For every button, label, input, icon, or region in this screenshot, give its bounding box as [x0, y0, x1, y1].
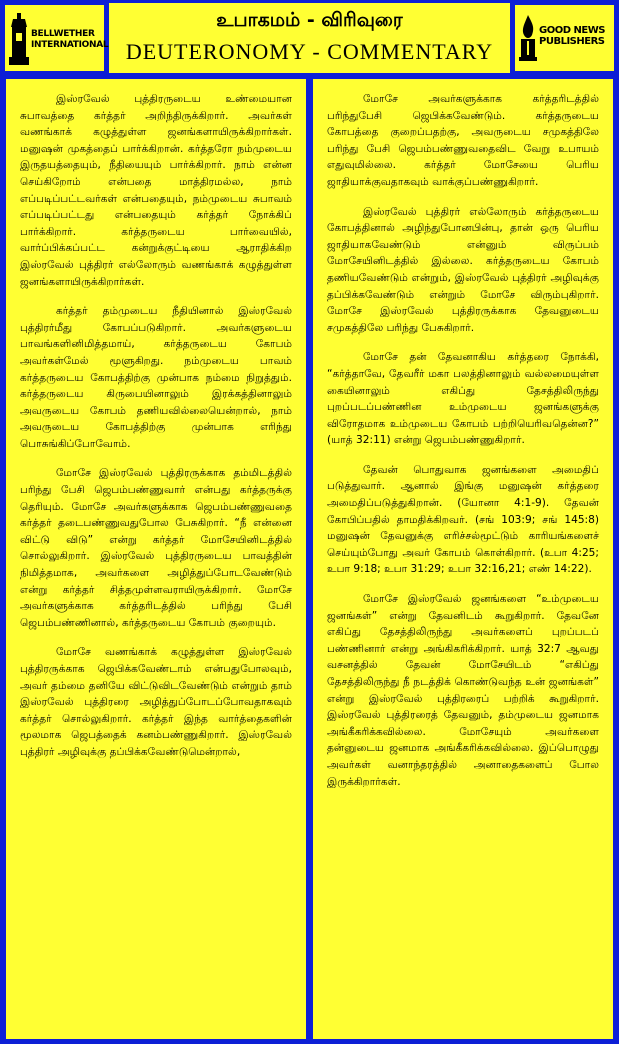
page-title-tamil: உபாகமம் - விரிவுரை: [216, 9, 403, 31]
bellwether-logo-text: [31, 29, 108, 51]
good-news-logo: [513, 3, 616, 73]
paragraph: இஸ்ரவேல் புத்திரர் எல்லோரும் கர்த்தருடைய கோபத்தினால் அழிந்துபோனபின்பு, தான் ஒரு பெரிய ஜாதியாகவேண்டும் என்னும் விருப்பம் மோசேயினிடத்தில் இல்லை. கர்த்தருடைய கோபம் தணியவேண்டும் என்றும், இஸ்ரவேல் புத்திரர் அழிவுக்கு தப்பிக்கவேண்டும் என்றும் மோசே விரும்புகிறார். மோசே இஸ்ரவேல் புத்திரருக்காக தேவனுடைய சமுகத்திலே பரிந்து பேசுகிறார்.: [327, 205, 599, 334]
logo-line: PUBLISHERS: [539, 36, 605, 47]
right-column: [313, 79, 613, 1039]
paragraph: தேவன் பொதுவாக ஜனங்களை அமைதிப் படுத்துவார். ஆனால் இங்கு மனுஷன் கர்த்தரை அமைதிப்படுத்துகிறான். (யோனா 4:1-9). தேவன் கோபிப்பதில் தாமதிக்கிறவர். (சங் 103:9; சங் 145:8) மனுஷன் தேவனுக்கு எரிச்சல்மூட்டும் காரியங்களைச் செய்யும்போது அவர் கோபம் கொள்கிறார். (உபா 4:25; உபா 9:18; உபா 31:29; உபா 32:16,21; எண் 14:22).: [327, 463, 599, 576]
paragraph: கர்த்தர் தம்முடைய நீதியினால் இஸ்ரவேல் புத்திரர்மீது கோபப்படுகிறார். அவர்களுடைய பாவங்களினிமித்தமாய், கர்த்தருடைய கோபம் அவர்கள்மேல் மூளுகிறது. நம்முடைய பாவம் கர்த்தருடைய கோபத்திற்கு முன்பாக நம்மை நிறுத்தும். கர்த்தருடைய கிருபையினாலும் இரக்கத்தினாலும் அவருடைய கோபம் தணியவில்லையென்றால், நாம் அவருடைய கோபத்திற்கு முன்பாக எரிந்து பொசுங்கிப்போவோம்.: [20, 305, 292, 450]
logo-line: BELLWETHER: [31, 29, 95, 39]
flame-book-icon: [519, 15, 537, 61]
bell-tower-icon: [9, 13, 29, 65]
logo-line: GOOD NEWS: [539, 25, 605, 36]
paragraph: மோசே வணங்காக் கழுத்துள்ள இஸ்ரவேல் புத்திரருக்காக ஜெபிக்கவேண்டாம் என்பதுபோலவும், அவர் தம்மை தனியே விட்டுவிடவேண்டும் என்றும் தாம் இஸ்ரவேல் புத்திரரை அழித்துப்போடப்போவதாகவும் கர்த்தர் சொல்லுகிறார். கர்த்தர் இந்த வார்த்தைகளின் மூலமாக ஜெபத்தைக் கனம்பண்ணுகிறார். இஸ்ரவேல் புத்திரர் அழிவுக்கு தப்பிக்கவேண்டுமென்றால்,: [20, 646, 292, 758]
paragraph: மோசே இஸ்ரவேல் ஜனங்களை “உம்முடைய ஜனங்கள்” என்று தேவனிடம் கூறுகிறார். தேவனே எகிப்து தேசத்திலிருந்து அவர்களைப் புறப்படப் பண்ணினார் என்று அங்கிகரிக்கிறார். யாத் 32:7 ஆவது வசனத்தில் தேவன் மோசேயிடம் “எகிப்து தேசத்திலிருந்து நீ நடத்திக் கொண்டுவந்த உன் ஜனங்கள்” என்று இஸ்ரவேல் புத்திரரைப் பற்றிக் கூறுகிறார். இஸ்ரவேல் புத்திரரைத் தேவனும், தம்முடைய ஜனமாக அங்கீகரிக்கவில்லை. மோசேயும் அவர்களை தன்னுடைய ஜனமாக அங்கீகரிக்கவில்லை. இப்பொழுது அவர்கள் வனாந்தரத்தில் அனாதைகளைப் போல இருக்கிறார்கள்.: [327, 593, 599, 788]
paragraph: இஸ்ரவேல் புத்திரருடைய உண்மையான சுபாவத்தை கர்த்தர் அறிந்திருக்கிறார். அவர்கள் வணங்காக் கழுத்துள்ள ஜனங்களாயிருக்கிறார்கள். மனுஷன் முகத்தைப் பார்க்கிறான். கர்த்தரோ நம்முடைய இருதயத்தையும், நீதியையும் பார்க்கிறார். நாம் என்ன செய்கிறோம் என்பதை மாத்திரமல்ல, நாம் எப்படிப்பட்டவர்கள் என்பதையும், நம்முடைய சுபாவம் எப்படிப்பட்டது என்பதையும் கர்த்தர் நோக்கிப் பார்க்கிறார். கர்த்தருடைய பார்வையில், வார்ப்பிக்கப்பட்ட கன்றுக்குட்டியை ஆராதிக்கிற இஸ்ரவேல் புத்திரர் எல்லோரும் வணங்காக் கழுத்துள்ள ஜனங்களாயிருக்கிறார்கள்.: [20, 93, 292, 288]
good-news-logo-text: [539, 25, 605, 47]
page-title-english: DEUTERONOMY - COMMENTARY: [125, 39, 494, 64]
paragraph: மோசே அவர்களுக்காக கர்த்தரிடத்தில் பரிந்துபேசி ஜெபிக்கவேண்டும். கர்த்தருடைய கோபத்தை குறைப்பதற்கு, அவருடைய சமுகத்திலே பரிந்து பேசி ஜெபம்பண்ணுவதைவிட வேறு உபாயம் எதுவுமில்லை. கர்த்தர் மோசேயை பெரிய ஜாதியாக்குவதாகவும் வாக்குப்பண்ணுகிறார்.: [327, 93, 599, 188]
bellwether-logo: [3, 3, 109, 73]
paragraph: மோசே இஸ்ரவேல் புத்திரருக்காக தம்மிடத்தில் பரிந்து பேசி ஜெபம்பண்ணுவார் என்பது கர்த்தருக்கு தெரியும். மோசே அவர்களுக்காக ஜெபம்பண்ணுவதை கர்த்தர் தடைபண்ணுவதுபோல பேசுகிறார். “நீ என்னை விட்டு விடு” என்று கர்த்தர் மோசேயினிடத்தில் சொல்லுகிறார். இஸ்ரவேல் புத்திரருடைய பாவத்தின் நிமித்தமாக, அவர்களை அழித்துப்போடவேண்டும் என்று கர்த்தர் சித்தமுள்ளவராயிருக்கிறார். மோசே அவர்களுக்காக கர்த்தரிடத்தில் பரிந்து பேசி ஜெபம்பண்ணினால், கர்த்தருடைய கோபம் குறையும்.: [20, 467, 292, 629]
left-column: [6, 79, 306, 1039]
title-banner: [109, 3, 510, 73]
logo-line: INTERNATIONAL: [31, 40, 109, 50]
paragraph: மோசே தன் தேவனாகிய கர்த்தரை நோக்கி, “கர்த்தாவே, தேவரீர் மகா பலத்தினாலும் வல்லமையுள்ள கையினாலும் எகிப்து தேசத்திலிருந்து புறப்படப்பண்ணின உம்முடைய ஜனங்களுக்கு விரோதமாக உம்முடைய கோபம் பற்றியெரிவதென்ன?” (யாத் 32:11) என்று ஜெபம்பண்ணுகிறார்.: [327, 351, 599, 447]
